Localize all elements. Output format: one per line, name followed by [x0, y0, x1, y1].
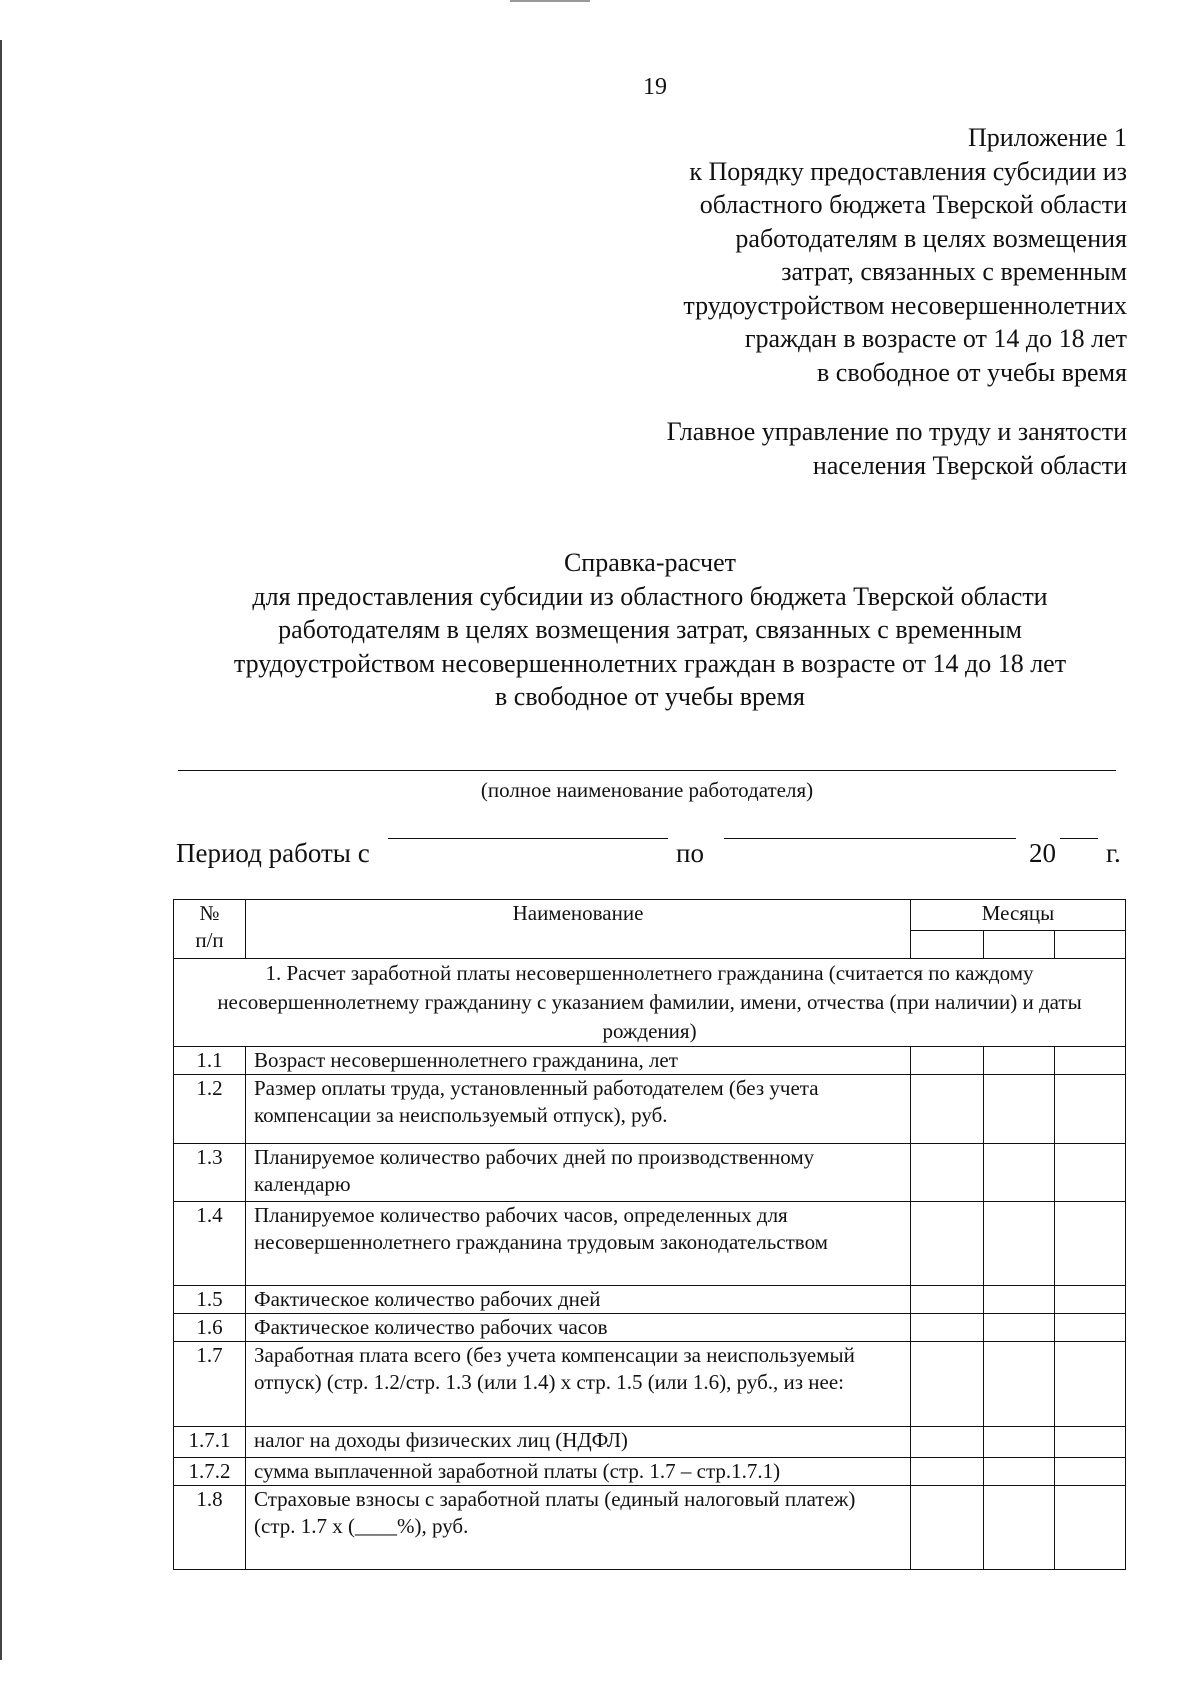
- month-value-cell[interactable]: [984, 1144, 1055, 1202]
- month-value-cell[interactable]: [1055, 1047, 1126, 1075]
- row-name: Размер оплаты труда, установленный работодателем (без учета компенсации за неиспользуемый отпуск), руб.: [246, 1075, 911, 1144]
- row-num: 1.7.2: [174, 1458, 246, 1486]
- month-value-cell[interactable]: [984, 1342, 1055, 1427]
- row-name: Страховые взносы с заработной платы (единый налоговый платеж) (стр. 1.7 х (____%), руб.: [246, 1486, 911, 1570]
- year-prefix: 20: [1029, 838, 1056, 868]
- month-value-cell[interactable]: [984, 1427, 1055, 1458]
- table-row: [174, 1144, 1126, 1202]
- month-value-cell[interactable]: [984, 1458, 1055, 1486]
- title-line: в свободное от учебы время: [495, 682, 805, 711]
- page-number: 19: [643, 74, 667, 100]
- month-value-cell[interactable]: [911, 1286, 984, 1314]
- title-line: для предоставления субсидии из областного бюджета Тверской области: [252, 581, 1048, 611]
- month-value-cell[interactable]: [1055, 1202, 1126, 1286]
- table-row: [174, 1486, 1126, 1570]
- month-header-cell[interactable]: [911, 931, 984, 959]
- table-row: [174, 1458, 1126, 1486]
- work-period-line: [176, 838, 1126, 870]
- row-name: Заработная плата всего (без учета компенсации за неиспользуемый отпуск) (стр. 1.2/стр. 1.3 (или 1.4) х стр. 1.5 (или 1.6), руб., из нее:: [246, 1342, 911, 1427]
- row-name: Фактическое количество рабочих часов: [246, 1314, 911, 1342]
- title-line: Справка-расчет: [563, 548, 737, 577]
- table-row: [174, 1427, 1126, 1458]
- addressee-line: населения Тверской области: [812, 450, 1127, 480]
- scan-top-mark: [510, 0, 590, 2]
- table-row: [174, 1047, 1126, 1075]
- month-header-cell[interactable]: [1055, 931, 1126, 959]
- employer-caption: (полное наименование работодателя): [480, 778, 814, 802]
- row-name: налог на доходы физических лиц (НДФЛ): [246, 1427, 911, 1458]
- row-num: 1.3: [174, 1144, 246, 1202]
- month-value-cell[interactable]: [911, 1342, 984, 1427]
- period-to-label: по: [676, 838, 704, 868]
- year-suffix: г.: [1106, 838, 1121, 868]
- month-value-cell[interactable]: [1055, 1427, 1126, 1458]
- title-line: трудоустройством несовершеннолетних граждан в возрасте от 14 до 18 лет: [233, 648, 1067, 678]
- appendix-line: в свободное от учебы время: [817, 357, 1127, 387]
- month-value-cell[interactable]: [984, 1314, 1055, 1342]
- employer-name-blank[interactable]: [178, 770, 1116, 771]
- month-value-cell[interactable]: [911, 1458, 984, 1486]
- month-value-cell[interactable]: [911, 1202, 984, 1286]
- month-value-cell[interactable]: [1055, 1286, 1126, 1314]
- addressee-line: Главное управление по труду и занятости: [666, 417, 1127, 446]
- month-value-cell[interactable]: [1055, 1144, 1126, 1202]
- header-num-line1: №: [199, 901, 220, 925]
- row-num: 1.6: [174, 1314, 246, 1342]
- appendix-line: Приложение 1: [967, 123, 1127, 152]
- appendix-block: [527, 121, 1127, 389]
- row-name: Планируемое количество рабочих часов, определенных для несовершеннолетнего гражданина трудовым законодательством: [246, 1202, 911, 1286]
- year-blank[interactable]: [1060, 838, 1098, 839]
- table-row: [174, 1314, 1126, 1342]
- scan-left-edge: [0, 40, 2, 1660]
- document-title: [150, 546, 1150, 714]
- month-value-cell[interactable]: [1055, 1342, 1126, 1427]
- row-num: 1.7: [174, 1342, 246, 1427]
- row-num: 1.5: [174, 1286, 246, 1314]
- section-title: 1. Расчет заработной платы несовершеннолетнего гражданина (считается по каждому несовершеннолетнему гражданину с указанием фамилии, имени, отчества (при наличии) и даты рождения): [174, 959, 1126, 1047]
- header-num: [174, 900, 246, 959]
- title-line: работодателям в целях возмещения затрат, связанных с временным: [278, 615, 1022, 644]
- row-num: 1.7.1: [174, 1427, 246, 1458]
- period-end-blank[interactable]: [724, 838, 1016, 839]
- month-value-cell[interactable]: [1055, 1486, 1126, 1570]
- addressee-block: [527, 415, 1127, 482]
- month-value-cell[interactable]: [984, 1202, 1055, 1286]
- row-name: сумма выплаченной заработной платы (стр. 1.7 – стр.1.7.1): [246, 1458, 911, 1486]
- month-value-cell[interactable]: [911, 1427, 984, 1458]
- month-value-cell[interactable]: [911, 1486, 984, 1570]
- header-name: Наименование: [246, 900, 911, 959]
- row-name: Возраст несовершеннолетнего гражданина, лет: [246, 1047, 911, 1075]
- month-value-cell[interactable]: [911, 1075, 984, 1144]
- row-num: 1.1: [174, 1047, 246, 1075]
- period-start-blank[interactable]: [388, 838, 668, 839]
- month-value-cell[interactable]: [1055, 1075, 1126, 1144]
- row-num: 1.4: [174, 1202, 246, 1286]
- row-num: 1.2: [174, 1075, 246, 1144]
- month-value-cell[interactable]: [1055, 1458, 1126, 1486]
- row-name: Фактическое количество рабочих дней: [246, 1286, 911, 1314]
- table-row: [174, 1286, 1126, 1314]
- month-value-cell[interactable]: [1055, 1314, 1126, 1342]
- month-value-cell[interactable]: [911, 1314, 984, 1342]
- month-header-cell[interactable]: [984, 931, 1055, 959]
- header-months: Месяцы: [911, 900, 1126, 931]
- table-row: [174, 1202, 1126, 1286]
- month-value-cell[interactable]: [984, 1286, 1055, 1314]
- calculation-table: [173, 899, 1126, 1570]
- appendix-line: работодателям в целях возмещения: [735, 223, 1127, 253]
- month-value-cell[interactable]: [911, 1047, 984, 1075]
- table-row: [174, 1342, 1126, 1427]
- row-name: Планируемое количество рабочих дней по производственному календарю: [246, 1144, 911, 1202]
- month-value-cell[interactable]: [984, 1047, 1055, 1075]
- period-label: Период работы с: [176, 838, 370, 868]
- month-value-cell[interactable]: [911, 1144, 984, 1202]
- appendix-line: затрат, связанных с временным: [781, 257, 1127, 286]
- header-num-line2: п/п: [195, 928, 224, 952]
- month-value-cell[interactable]: [984, 1486, 1055, 1570]
- appendix-line: граждан в возрасте от 14 до 18 лет: [744, 324, 1127, 353]
- appendix-line: трудоустройством несовершеннолетних: [683, 290, 1127, 320]
- row-num: 1.8: [174, 1486, 246, 1570]
- appendix-line: областного бюджета Тверской области: [699, 190, 1127, 219]
- month-value-cell[interactable]: [984, 1075, 1055, 1144]
- table-row: [174, 1075, 1126, 1144]
- appendix-line: к Порядку предоставления субсидии из: [689, 156, 1127, 186]
